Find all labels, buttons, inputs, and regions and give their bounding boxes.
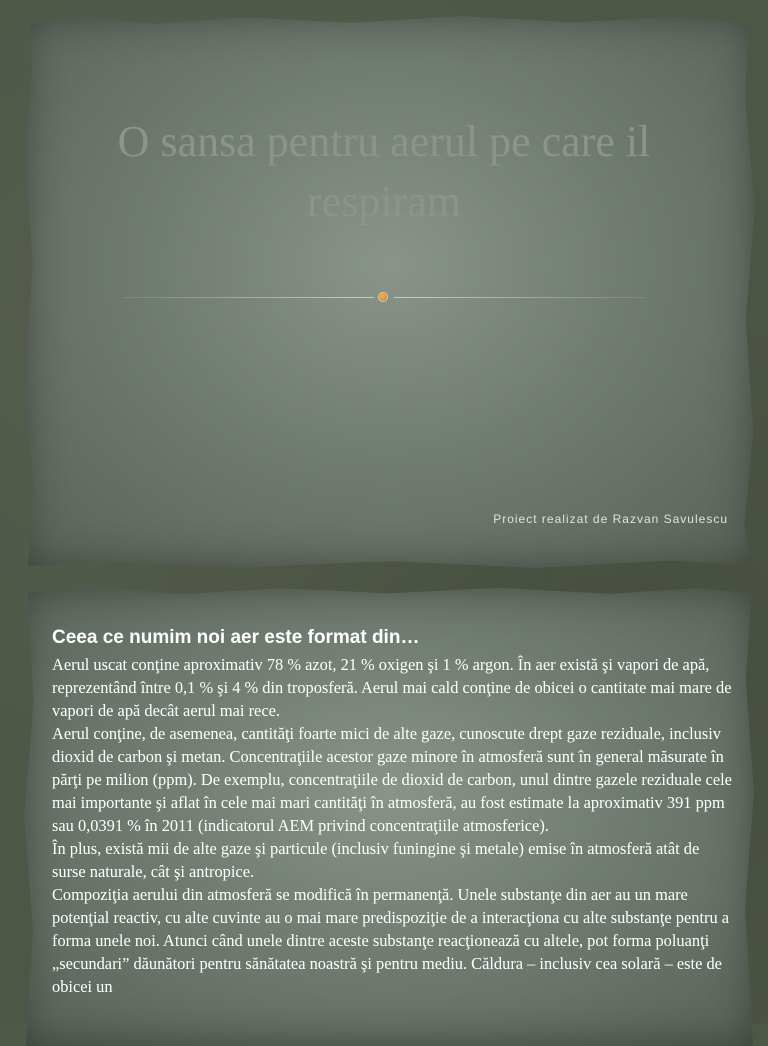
title-divider (122, 297, 646, 299)
author-credit: Proiect realizat de Razvan Savulescu (493, 512, 728, 526)
paragraph: În plus, există mii de alte gaze şi particule (inclusiv funingine şi metale) emise în atmosferă atât de surse naturale, cât şi antropice. (52, 839, 700, 881)
divider-line-right (394, 297, 646, 298)
title-slide (22, 14, 756, 570)
paragraph: Aerul uscat conţine aproximativ 78 % azot, 21 % oxigen şi 1 % argon. În aer există şi vapori de apă, reprezentând între 0,1 % şi 4 % din troposferă. Aerul mai cald conţine de obicei o cantitate mai mare de vapori de apă decât aerul mai rece. (52, 655, 732, 720)
divider-dot-icon (379, 293, 387, 301)
paragraph: Aerul conţine, de asemenea, cantităţi foarte mici de alte gaze, cunoscute drept gaze reziduale, inclusiv dioxid de carbon şi metan. Concentraţiile acestor gaze minore în atmosferă sunt în general măsurate în părţi pe milion (ppm). De exemplu, concentraţiile de dioxid de carbon, unul dintre gazele reziduale cele mai importante şi aflat în cele mai mari cantităţi în atmosferă, au fost estimate la aproximativ 391 ppm sau 0,0391 % în 2011 (indicatorul AEM privind concentraţiile atmosferice). (52, 724, 732, 835)
content-body (52, 626, 732, 998)
slide-title: O sansa pentru aerul pe care il respiram (117, 117, 651, 226)
divider-line-left (122, 297, 374, 298)
section-heading: Ceea ce numim noi aer este format din… (52, 627, 420, 648)
paragraph: Compoziţia aerului din atmosferă se modifică în permanenţă. Unele substanţe din aer au un mare potenţial reactiv, cu alte cuvinte au o mai mare predispoziţie de a interacţiona cu alte substanţe pentru a forma unele noi. Atunci când unele dintre aceste substanţe reacţionează cu altele, pot forma poluanţi „secundari” dăunători pentru sănătatea noastră şi pentru mediu. Căldura – inclusiv cea solară – este de obicei un (52, 885, 730, 996)
